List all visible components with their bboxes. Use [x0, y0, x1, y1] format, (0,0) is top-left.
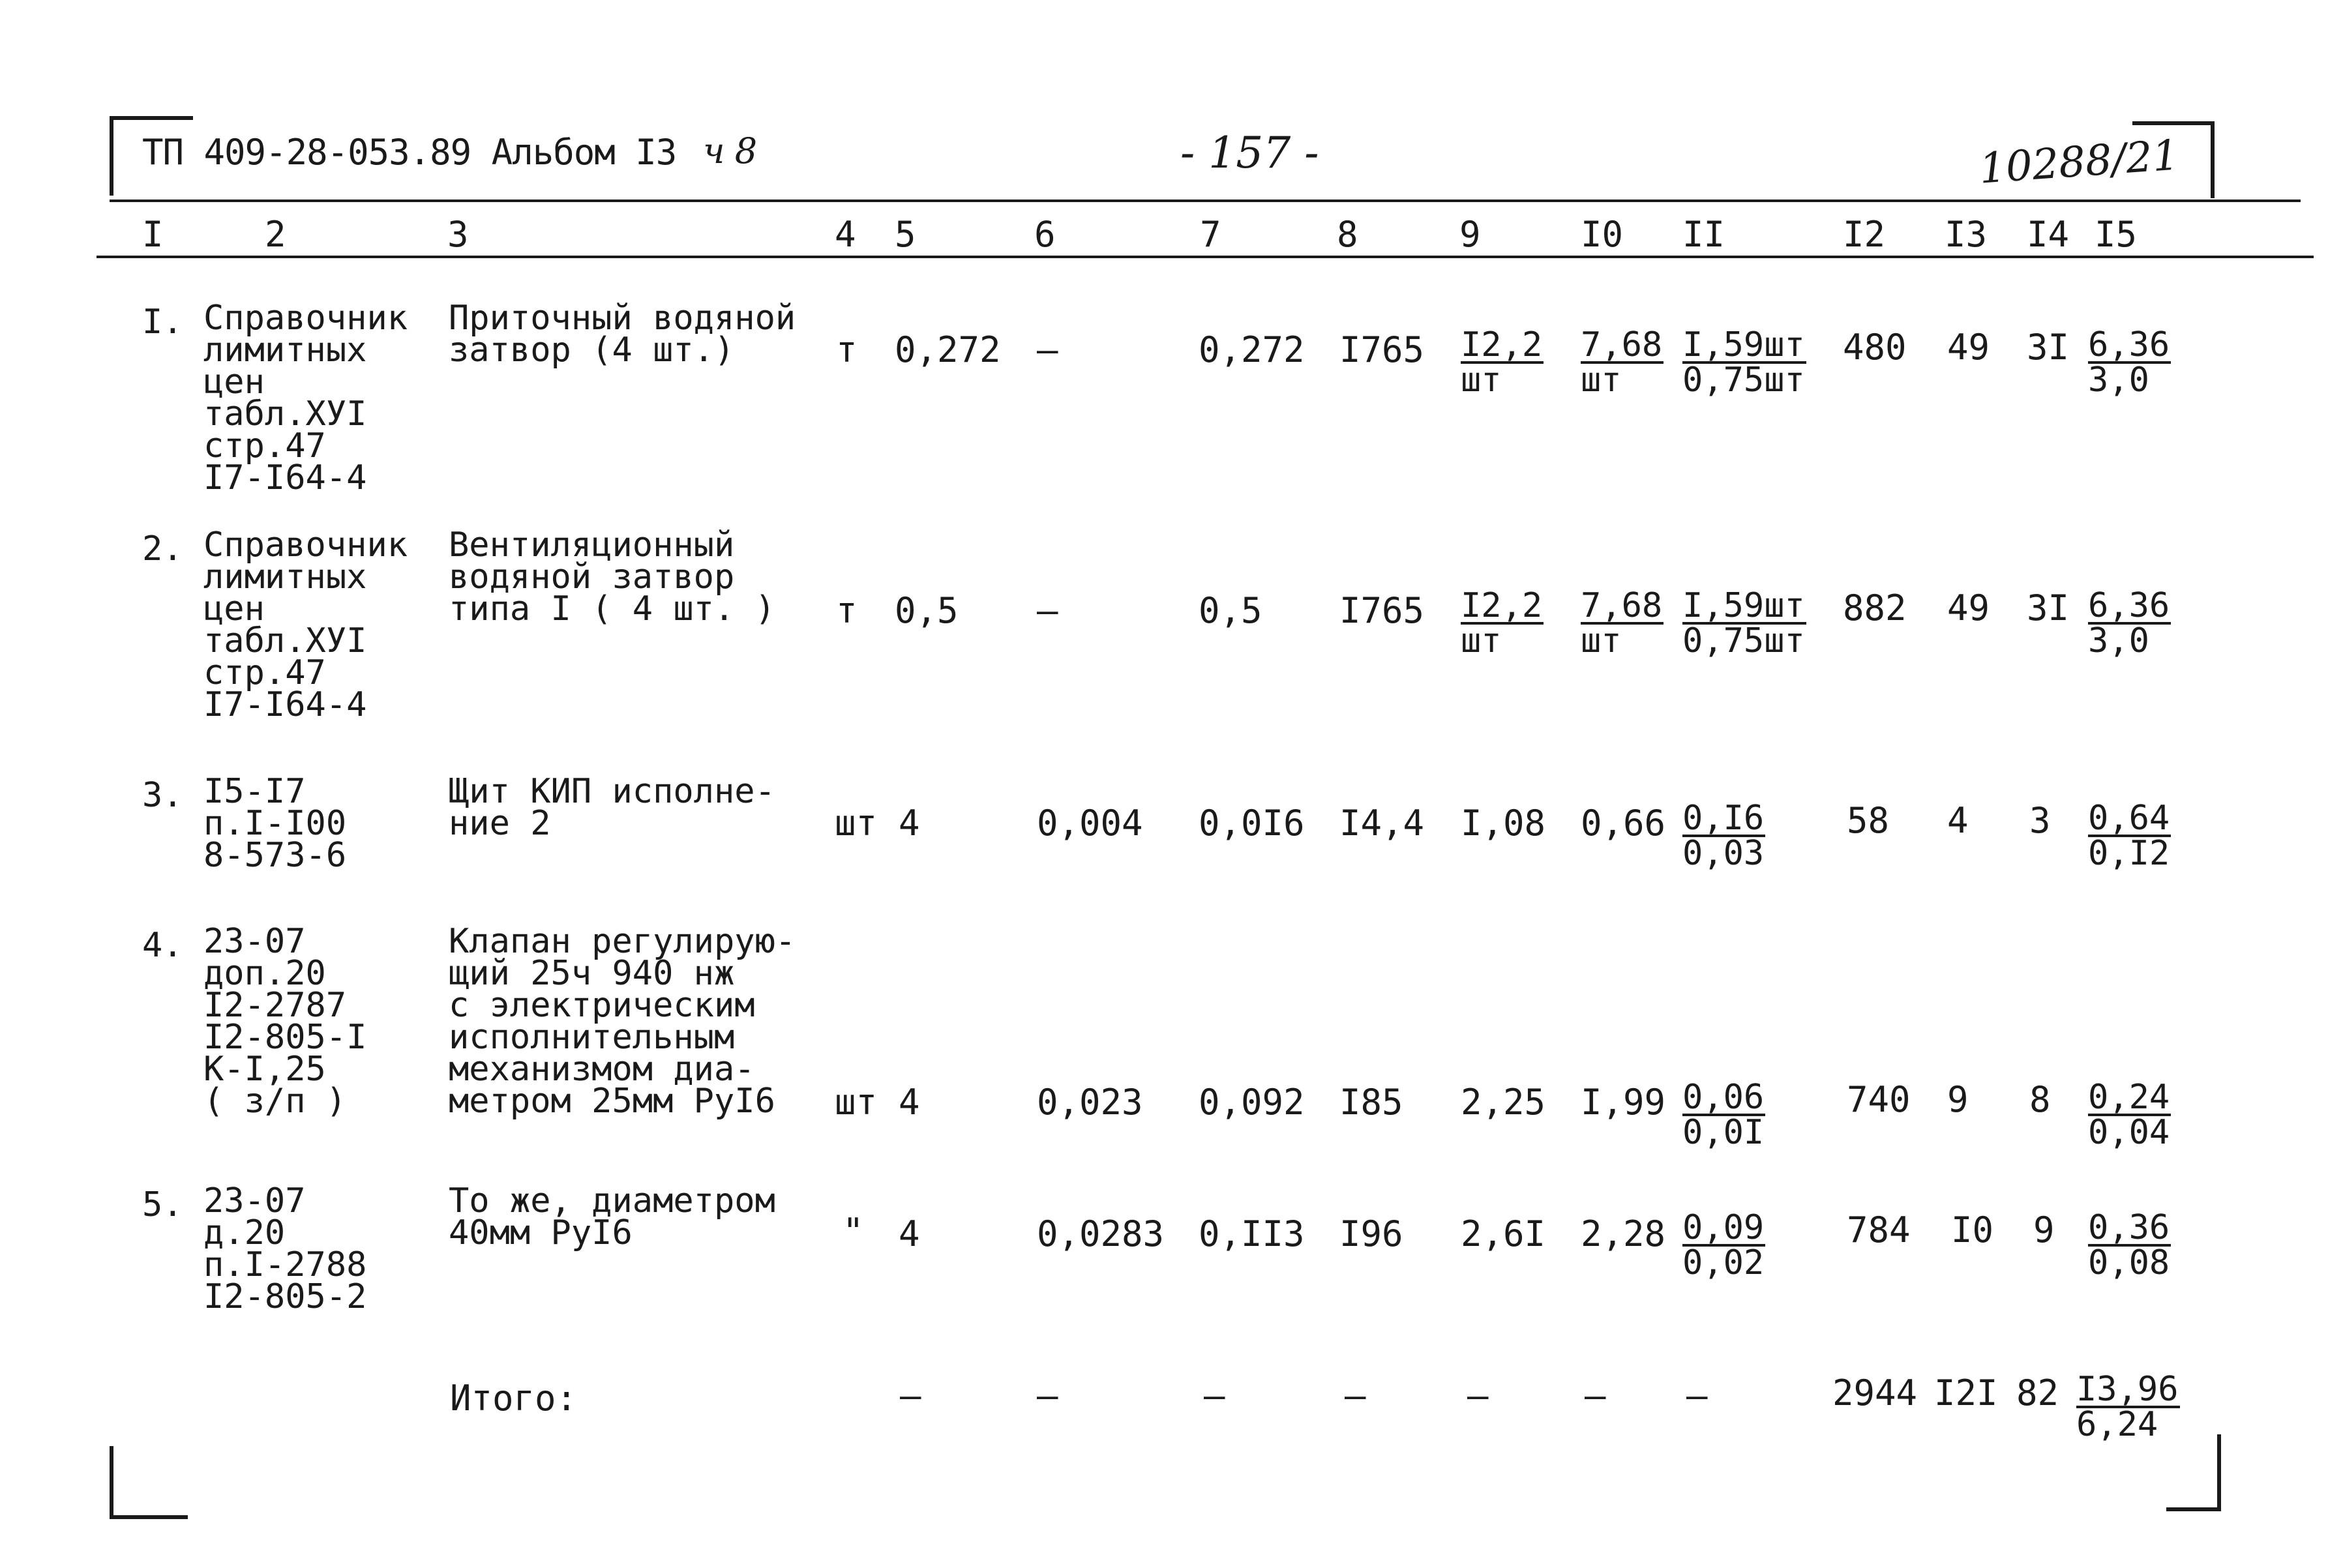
total-col15: $\frac{I3,96}{6,24}$	[2076, 1370, 2179, 1444]
row-unit: шт	[835, 1082, 878, 1123]
row-col13: 9	[1947, 1079, 1969, 1120]
row-col13: I0	[1951, 1209, 1994, 1250]
row-col13: 49	[1947, 587, 1990, 629]
column-header: I5	[2095, 214, 2138, 255]
frame-top-right-horizontal	[2132, 121, 2215, 125]
row-col6: –	[1037, 329, 1058, 370]
row-unit: "	[843, 1211, 864, 1252]
total-col7: –	[1204, 1375, 1225, 1416]
column-header: 4	[835, 214, 856, 255]
column-header: 9	[1459, 214, 1481, 255]
row-col11: I,59шт 0,75шт	[1682, 325, 1805, 400]
row-source: 23-07 д.20 п.I-2788 I2-805-2	[203, 1181, 367, 1316]
row-col9: I2,2 шт	[1461, 325, 1543, 400]
row-col9: I2,2 шт	[1461, 586, 1543, 660]
row-name: То же, диаметром 40мм РуI6	[449, 1181, 775, 1252]
row-index: 2.	[142, 529, 183, 569]
row-col5: 4	[899, 1082, 920, 1123]
row-col5: 4	[899, 1213, 920, 1254]
album-part: ч 8	[703, 130, 757, 171]
row-col14: 3I	[2027, 587, 2070, 629]
document-number: 10288/21	[1977, 131, 2181, 194]
row-col12: 480	[1843, 327, 1907, 368]
column-header: I2	[1843, 214, 1886, 255]
row-col7: 0,092	[1199, 1082, 1305, 1123]
row-col10: I,99	[1581, 1082, 1666, 1123]
row-col7: 0,272	[1199, 329, 1305, 370]
row-col10: 7,68 шт	[1581, 586, 1663, 660]
row-col5: 0,5	[895, 590, 959, 631]
column-header-rule	[97, 256, 2314, 258]
row-col11: $\frac{0,06}{0,0I}$	[1682, 1078, 1765, 1152]
row-source: Справочник лимитных цен табл.XУI стр.47 I7-I64-4	[203, 299, 408, 497]
row-index: 5.	[142, 1185, 183, 1224]
column-header: 8	[1337, 214, 1358, 255]
row-col8: I96	[1339, 1213, 1403, 1254]
total-col8: –	[1345, 1375, 1366, 1416]
total-label: Итого:	[450, 1378, 578, 1419]
column-header: I	[142, 214, 164, 255]
row-unit: т	[836, 590, 858, 631]
row-col7: 0,5	[1199, 590, 1262, 631]
row-col6: 0,023	[1037, 1082, 1143, 1123]
total-col5: –	[900, 1375, 921, 1416]
frame-top-right-vertical	[2211, 121, 2215, 198]
row-col11: I,59шт 0,75шт	[1682, 586, 1805, 660]
column-header: I0	[1581, 214, 1624, 255]
row-col12: 740	[1847, 1079, 1911, 1120]
row-source: 23-07 доп.20 I2-2787 I2-805-I К-I,25 ( з/п )	[203, 922, 367, 1121]
row-col10: 0,66	[1581, 803, 1666, 844]
row-col9: 2,6I	[1461, 1213, 1546, 1254]
column-header: 7	[1200, 214, 1221, 255]
row-col13: 4	[1947, 800, 1969, 841]
row-name: Клапан регулирую- щий 25ч 940 нж с электрическим исполнительным механизмом диа- метром 25мм РуI6	[449, 922, 796, 1121]
page-number: - 157 -	[1180, 128, 1319, 178]
total-col14: 82	[2016, 1372, 2059, 1413]
row-source: Справочник лимитных цен табл.XУI стр.47 I7-I64-4	[203, 525, 408, 724]
row-source: I5-I7 п.I-I00 8-573-6	[203, 772, 347, 875]
total-col11: –	[1686, 1375, 1708, 1416]
column-header: II	[1682, 214, 1725, 255]
frame-bottom-left-vertical	[110, 1446, 113, 1519]
row-col8: I4,4	[1339, 803, 1425, 844]
total-col10: –	[1585, 1375, 1606, 1416]
row-unit: т	[836, 329, 858, 370]
row-col15: $\frac{6,36}{3,0}$	[2088, 325, 2170, 400]
row-name: Вентиляционный водяной затвор типа I ( 4 шт. )	[449, 525, 775, 629]
row-col11: $\frac{0,09}{0,02}$	[1682, 1208, 1765, 1282]
row-col12: 882	[1843, 587, 1907, 629]
total-col13: I2I	[1934, 1372, 1998, 1413]
total-col9: –	[1467, 1375, 1489, 1416]
row-col12: 784	[1847, 1209, 1911, 1250]
row-name: Приточный водяной затвор (4 шт.)	[449, 299, 796, 370]
row-col10: 7,68 шт	[1581, 325, 1663, 400]
row-col8: I765	[1339, 590, 1425, 631]
column-header: I3	[1945, 214, 1988, 255]
row-col15: $\frac{0,64}{0,I2}$	[2088, 799, 2170, 873]
row-col6: –	[1037, 590, 1058, 631]
row-col8: I765	[1339, 329, 1425, 370]
row-index: 3.	[142, 776, 183, 815]
row-col7: 0,0I6	[1199, 803, 1305, 844]
row-col11: $\frac{0,I6}{0,03}$	[1682, 799, 1765, 873]
row-unit: шт	[835, 803, 878, 844]
row-col14: 3	[2029, 800, 2051, 841]
column-header: 3	[447, 214, 469, 255]
column-header: 6	[1034, 214, 1056, 255]
row-name: Щит КИП исполне- ние 2	[449, 772, 775, 843]
frame-top-left-vertical	[110, 116, 113, 196]
document-title: ТП 409-28-053.89 Альбом I3	[142, 132, 677, 173]
frame-bottom-left-horizontal	[110, 1515, 188, 1519]
frame-top-left-horizontal	[110, 116, 193, 120]
row-col6: 0,0283	[1037, 1213, 1165, 1254]
row-col14: 9	[2033, 1209, 2055, 1250]
row-col14: 8	[2029, 1079, 2051, 1120]
row-index: 4.	[142, 926, 183, 965]
row-col5: 0,272	[895, 329, 1001, 370]
row-col13: 49	[1947, 327, 1990, 368]
row-col8: I85	[1339, 1082, 1403, 1123]
total-col12: 2944	[1832, 1372, 1918, 1413]
row-col9: I,08	[1461, 803, 1546, 844]
column-header: 5	[895, 214, 916, 255]
row-col5: 4	[899, 803, 920, 844]
row-col14: 3I	[2027, 327, 2070, 368]
row-index: I.	[142, 303, 183, 342]
row-col7: 0,II3	[1199, 1213, 1305, 1254]
row-col15: $\frac{6,36}{3,0}$	[2088, 586, 2170, 660]
total-col6: –	[1037, 1375, 1058, 1416]
frame-bottom-right-horizontal	[2166, 1507, 2221, 1511]
row-col6: 0,004	[1037, 803, 1143, 844]
row-col12: 58	[1847, 800, 1890, 841]
frame-bottom-right-vertical	[2217, 1434, 2221, 1511]
row-col10: 2,28	[1581, 1213, 1666, 1254]
column-header: 2	[265, 214, 286, 255]
header-rule	[110, 200, 2301, 202]
row-col9: 2,25	[1461, 1082, 1546, 1123]
row-col15: $\frac{0,36}{0,08}$	[2088, 1208, 2170, 1282]
column-header: I4	[2027, 214, 2070, 255]
row-col15: $\frac{0,24}{0,04}$	[2088, 1078, 2170, 1152]
